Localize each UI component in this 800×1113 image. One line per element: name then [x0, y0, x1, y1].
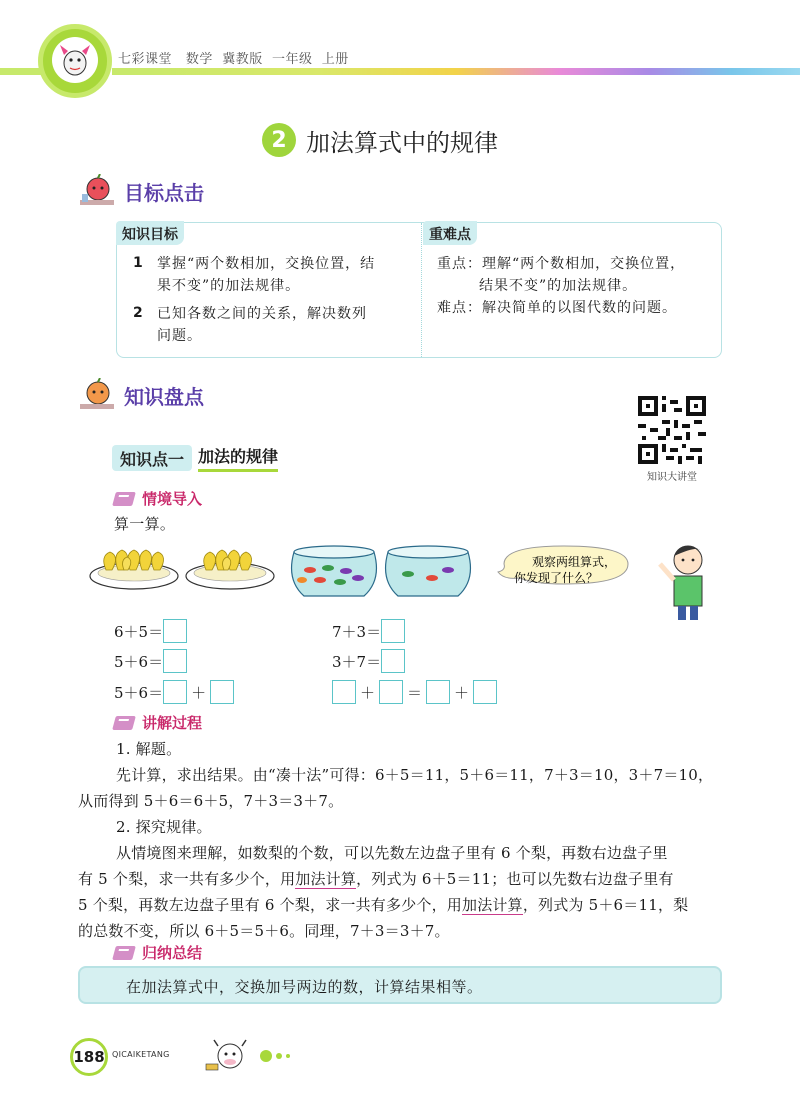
bubble-line-1: 观察两组算式， — [532, 555, 617, 569]
explain-heading: 讲解过程 — [114, 712, 202, 733]
cow-mascot-icon — [204, 1034, 254, 1074]
summary-heading: 归纳总结 — [114, 942, 202, 963]
answer-box[interactable] — [210, 680, 234, 704]
step-1-title: 1. 解题。 — [116, 740, 182, 758]
book-icon — [112, 492, 136, 506]
pear-plate-icon — [186, 550, 274, 589]
page-footer — [70, 1034, 370, 1074]
answer-box[interactable] — [379, 680, 403, 704]
answer-box[interactable] — [473, 680, 497, 704]
mascot-icon — [52, 37, 98, 83]
section-title: 知识盘点 — [124, 384, 204, 409]
footer-brand: QICAIKETANG — [112, 1050, 170, 1059]
equation-row: 5＋6＝ — [114, 649, 187, 673]
focus-label: 重难点 — [423, 221, 477, 245]
equation-row: ＋ ＝ ＋ — [332, 680, 497, 704]
scene-illustration — [88, 540, 788, 640]
page-number: 188 — [70, 1038, 108, 1076]
mascot-badge — [38, 24, 112, 98]
header-breadcrumb: 七彩课堂 数学 冀教版 一年级 上册 — [118, 52, 349, 67]
goal-number: 2 — [133, 305, 143, 321]
goal-number: 1 — [133, 255, 143, 271]
answer-box[interactable] — [381, 619, 405, 643]
goals-box — [116, 222, 722, 358]
equation-row: 6＋5＝ — [114, 619, 187, 643]
section-goals-heading — [76, 174, 204, 208]
chapter-heading — [262, 122, 498, 158]
goal-item: 掌握“两个数相加，交换位置，结 果不变”的加法规律。 — [157, 256, 376, 294]
chapter-title: 加法算式中的规律 — [306, 128, 498, 157]
qr-caption: 知识大讲堂 — [647, 472, 697, 483]
book-icon — [112, 716, 136, 730]
step-2-title: 2. 探究规律。 — [116, 818, 212, 836]
answer-box[interactable] — [163, 649, 187, 673]
qr-code[interactable] — [638, 396, 706, 464]
step-2-text: 的总数不变，所以 6＋5＝5＋6。同理，7＋3＝3＋7。 — [78, 922, 450, 940]
answer-box[interactable] — [381, 649, 405, 673]
chapter-number: 2 — [262, 123, 296, 157]
step-1-text: 先计算，求出结果。由“凑十法”可得：6＋5＝11，5＋6＝11，7＋3＝10，3＋7＝10， — [116, 766, 714, 784]
section-title: 目标点击 — [124, 180, 204, 205]
rainbow-bar — [112, 68, 800, 75]
bubble-line-2: 你发现了什么？ — [514, 571, 599, 585]
answer-box[interactable] — [332, 680, 356, 704]
step-2-text: 从情境图来理解，如数梨的个数，可以先数左边盘子里有 6 个梨，再数右边盘子里 — [116, 844, 668, 862]
answer-box[interactable] — [163, 680, 187, 704]
key-point: 重点：理解“两个数相加，交换位置， 结果不变”的加法规律。 难点：解决简单的以图代数的问题。 — [437, 256, 686, 316]
equation-row: 7＋3＝ — [332, 619, 405, 643]
goal-item: 已知各数之间的关系，解决数列 问题。 — [157, 306, 367, 344]
knowledge-point-tag: 知识点一 — [112, 445, 192, 471]
knowledge-goals-label: 知识目标 — [116, 221, 184, 245]
section-review-heading — [76, 378, 204, 412]
page-header — [0, 0, 800, 110]
knowledge-point-title: 加法的规律 — [198, 444, 278, 472]
intro-prompt: 算一算。 — [114, 515, 176, 533]
pear-plate-icon — [90, 550, 178, 589]
intro-heading: 情境导入 — [114, 488, 202, 509]
boy-character-icon — [660, 546, 702, 620]
answer-box[interactable] — [163, 619, 187, 643]
step-1-text: 从而得到 5＋6＝6＋5，7＋3＝3＋7。 — [78, 792, 344, 810]
step-2-text: 有 5 个梨，求一共有多少个，用加法计算，列式为 6＋5＝11；也可以先数右边盘子里有 — [78, 870, 674, 888]
summary-text: 在加法算式中，交换加号两边的数，计算结果相等。 — [126, 978, 483, 996]
fruit-character-icon — [76, 378, 116, 412]
summary-box — [78, 966, 722, 1004]
apple-character-icon — [76, 174, 116, 208]
equation-row: 5＋6＝ ＋ — [114, 680, 234, 704]
answer-box[interactable] — [426, 680, 450, 704]
knowledge-point-heading — [112, 444, 278, 472]
equation-row: 3＋7＝ — [332, 649, 405, 673]
fish-bowl-icon — [386, 546, 471, 596]
book-icon — [112, 946, 136, 960]
fish-bowl-icon — [292, 546, 377, 596]
step-2-text: 5 个梨，再数左边盘子里有 6 个梨，求一共有多少个，用加法计算，列式为 5＋6＝11，梨 — [78, 896, 689, 914]
